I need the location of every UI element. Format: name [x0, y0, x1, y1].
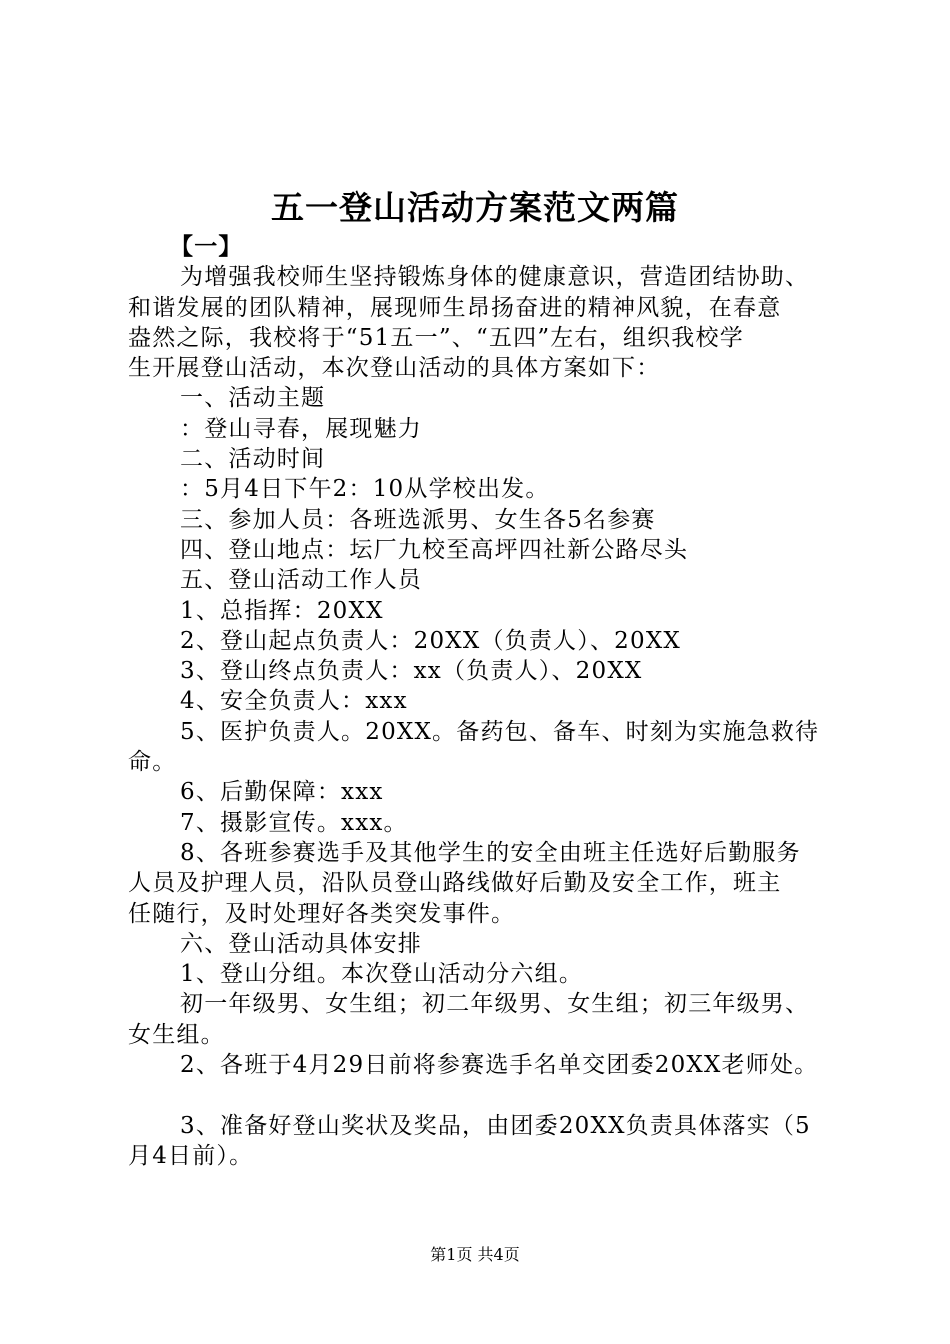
- section-heading: 【一】: [170, 233, 243, 260]
- text-line: ：登山寻春，展现魅力: [180, 415, 422, 442]
- text-line: 5、医护负责人。20XX。备药包、备车、时刻为实施急救待: [180, 718, 820, 745]
- text-line: 和谐发展的团队精神，展现师生昂扬奋进的精神风貌，在春意: [128, 294, 782, 321]
- page-footer: 第1页 共4页: [430, 1245, 520, 1264]
- text-line: 命。: [128, 749, 177, 776]
- text-line: 四、登山地点：坛厂九校至高坪四社新公路尽头: [180, 536, 689, 563]
- text-line: 3、准备好登山奖状及奖品，由团委20XX负责具体落实（5: [180, 1112, 811, 1139]
- text-line: 6、后勤保障：xxx: [180, 779, 384, 806]
- text-line: 3、登山终点负责人：xx（负责人）、20XX: [180, 658, 643, 685]
- text-line: 六、登山活动具体安排: [180, 930, 422, 957]
- text-line: 五、登山活动工作人员: [180, 567, 422, 594]
- text-line: [128, 1080, 848, 1110]
- text-line: 盎然之际，我校将于“51五一”、“五四”左右，组织我校学: [128, 324, 744, 351]
- text-line: 女生组。: [128, 1021, 225, 1048]
- document-title: 五一登山活动方案范文两篇: [271, 188, 679, 227]
- text-line: 2、登山起点负责人：20XX（负责人）、20XX: [180, 627, 681, 654]
- document-body: [128, 232, 848, 1171]
- text-line: 1、总指挥：20XX: [180, 597, 384, 624]
- paragraph-lines: [128, 262, 848, 1171]
- text-line: 任随行，及时处理好各类突发事件。: [128, 900, 516, 927]
- text-line: 初一年级男、女生组；初二年级男、女生组；初三年级男、: [180, 991, 810, 1018]
- text-line: ：5月4日下午2：10从学校出发。: [180, 476, 550, 503]
- text-line: 4、安全负责人：xxx: [180, 688, 408, 715]
- text-line: 2、各班于4月29日前将参赛选手名单交团委20XX老师处。: [180, 1052, 819, 1079]
- text-line: 8、各班参赛选手及其他学生的安全由班主任选好后勤服务: [180, 839, 801, 866]
- text-line: 为增强我校师生坚持锻炼身体的健康意识，营造团结协助、: [180, 264, 810, 291]
- text-line: 三、参加人员：各班选派男、女生各5名参赛: [180, 506, 656, 533]
- text-line: 一、活动主题: [180, 385, 326, 412]
- text-line: 7、摄影宣传。xxx。: [180, 809, 408, 836]
- text-line: 1、登山分组。本次登山活动分六组。: [180, 961, 584, 988]
- text-line: 生开展登山活动，本次登山活动的具体方案如下：: [128, 355, 661, 382]
- text-line: 月4日前）。: [128, 1142, 254, 1169]
- text-line: 人员及护理人员，沿队员登山路线做好后勤及安全工作，班主: [128, 870, 782, 897]
- text-line: 二、活动时间: [180, 446, 326, 473]
